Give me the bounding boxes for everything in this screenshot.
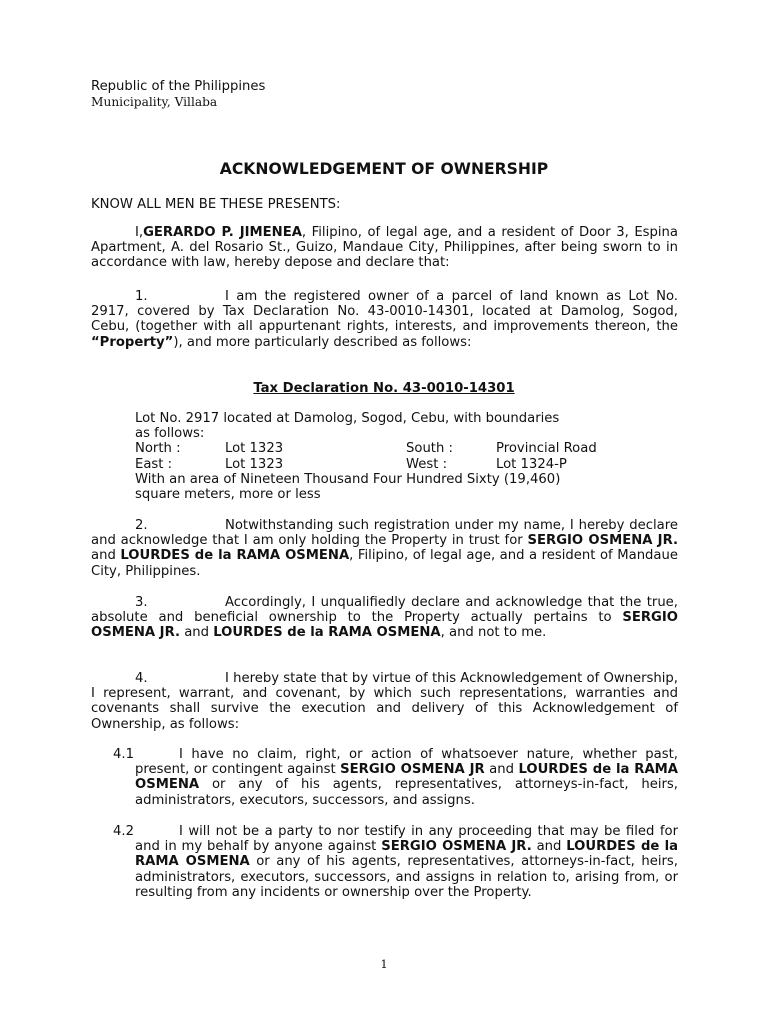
subparagraph-4-1: [113, 747, 678, 808]
area-line-2: square meters, more or less: [135, 486, 321, 502]
paragraph-4-text: I hereby state that by virtue of this Acknowledgement of Ownership, I represent, warrant, and covenant, by which such representations, warranties and covenants shall survive the execution and delivery of this Acknowledgement of Ownership, as follows:: [91, 671, 678, 732]
owner-name-2: LOURDES de la RAMA OSMENA: [213, 625, 441, 641]
boundary-row-east-west: [135, 457, 655, 472]
north-value: Lot 1323: [225, 441, 284, 457]
header-municipality: Municipality, Villaba: [91, 95, 218, 109]
header-republic: Republic of the Philippines: [91, 79, 266, 94]
paragraph-3: [91, 595, 678, 641]
north-label: North :: [135, 441, 181, 457]
subparagraph-4-2: [113, 824, 678, 900]
paragraph-3-number: 3.: [135, 595, 148, 610]
owner-name-1: SERGIO OSMENA JR.: [91, 610, 678, 641]
sub2-name-2: LOURDES de la RAMA OSMENA: [135, 839, 678, 870]
paragraph-2-text: Notwithstanding such registration under my name, I hereby declare and acknowledge that I am only holding the Property in trust for: [91, 518, 678, 549]
area-line-1: With an area of Nineteen Thousand Four Hundred Sixty (19,460): [135, 471, 561, 487]
subparagraph-4-1-text: I have no claim, right, or action of whatsoever nature, whether past, present, or contingent against: [135, 747, 678, 778]
preamble: KNOW ALL MEN BE THESE PRESENTS:: [91, 197, 341, 212]
lot-description: [135, 411, 655, 502]
paragraph-2-number: 2.: [135, 518, 148, 533]
subparagraph-4-1-text-end: or any of his agents, representatives, attorneys-in-fact, heirs, administrators, executors, successors, and assigns.: [135, 777, 678, 808]
sub1-name-1: SERGIO OSMENA JR: [340, 762, 485, 778]
west-label: West :: [406, 456, 448, 472]
sub1-name-2: LOURDES de la RAMA OSMENA: [135, 762, 678, 793]
property-term: “Property”: [91, 334, 174, 350]
document-title: ACKNOWLEDGEMENT OF OWNERSHIP: [219, 160, 549, 178]
paragraph-4-number: 4.: [135, 671, 148, 686]
affiant-name: GERARDO P. JIMENEA: [143, 225, 302, 240]
west-value: Lot 1324-P: [496, 456, 567, 472]
south-value: Provincial Road: [496, 441, 597, 457]
paragraph-2-and: and: [91, 548, 121, 564]
subparagraph-4-2-text-end: or any of his agents, representatives, attorneys-in-fact, heirs, administrators, executors, successors, and assigns in relation to, arising from, or resulting from any incidents or ownership over the Property.: [135, 854, 678, 900]
intro-prefix: I,: [135, 225, 144, 240]
paragraph-4: [91, 671, 678, 732]
paragraph-1-number: 1.: [135, 289, 148, 304]
paragraph-1-text: I am the registered owner of a parcel of land known as Lot No. 2917, covered by Tax Declaration No. 43-0010-14301, located at Damolog, Sogod, Cebu, (together with all appurtenant rights, interests, and improvements thereon, the: [91, 289, 678, 335]
lot-line-2: as follows:: [135, 426, 205, 442]
beneficiary-name-2: LOURDES de la RAMA OSMENA: [120, 548, 350, 564]
subparagraph-4-1-number: 4.1: [113, 747, 134, 762]
paragraph-3-and: and: [180, 625, 214, 641]
sub2-name-1: SERGIO OSMENA JR.: [381, 839, 532, 855]
paragraph-2-text-end: , Filipino, of legal age, and a resident of Mandaue City, Philippines.: [91, 548, 678, 579]
intro-text: , Filipino, of legal age, and a resident of Door 3, Espina Apartment, A. del Rosario St., Guizo, Mandaue City, Philippines, after being sworn to in accordance with law, hereby depose and declare that:: [91, 225, 678, 271]
subparagraph-4-2-number: 4.2: [113, 824, 134, 839]
lot-line-1: Lot No. 2917 located at Damolog, Sogod, Cebu, with boundaries: [135, 411, 560, 426]
intro-paragraph: [91, 225, 678, 271]
tax-declaration-heading: Tax Declaration No. 43-0010-14301: [253, 381, 515, 396]
subparagraph-4-2-text: I will not be a party to nor testify in any proceeding that may be filed for and in my behalf by anyone against: [135, 824, 678, 855]
paragraph-2: [91, 518, 678, 579]
south-label: South :: [406, 441, 453, 457]
page-number: 1: [380, 957, 388, 971]
sub2-and: and: [531, 839, 567, 855]
beneficiary-name-1: SERGIO OSMENA JR.: [527, 533, 678, 549]
paragraph-3-text-end: , and not to me.: [440, 625, 547, 641]
paragraph-1-text-end: ), and more particularly described as follows:: [173, 334, 472, 350]
sub1-and: and: [484, 762, 519, 778]
boundary-row-north-south: [135, 441, 655, 456]
east-value: Lot 1323: [225, 456, 284, 472]
paragraph-3-text: Accordingly, I unqualifiedly declare and acknowledge that the true, absolute and beneficial ownership to the Property actually pertains to: [91, 595, 678, 626]
paragraph-1: [91, 289, 678, 350]
east-label: East :: [135, 456, 173, 472]
